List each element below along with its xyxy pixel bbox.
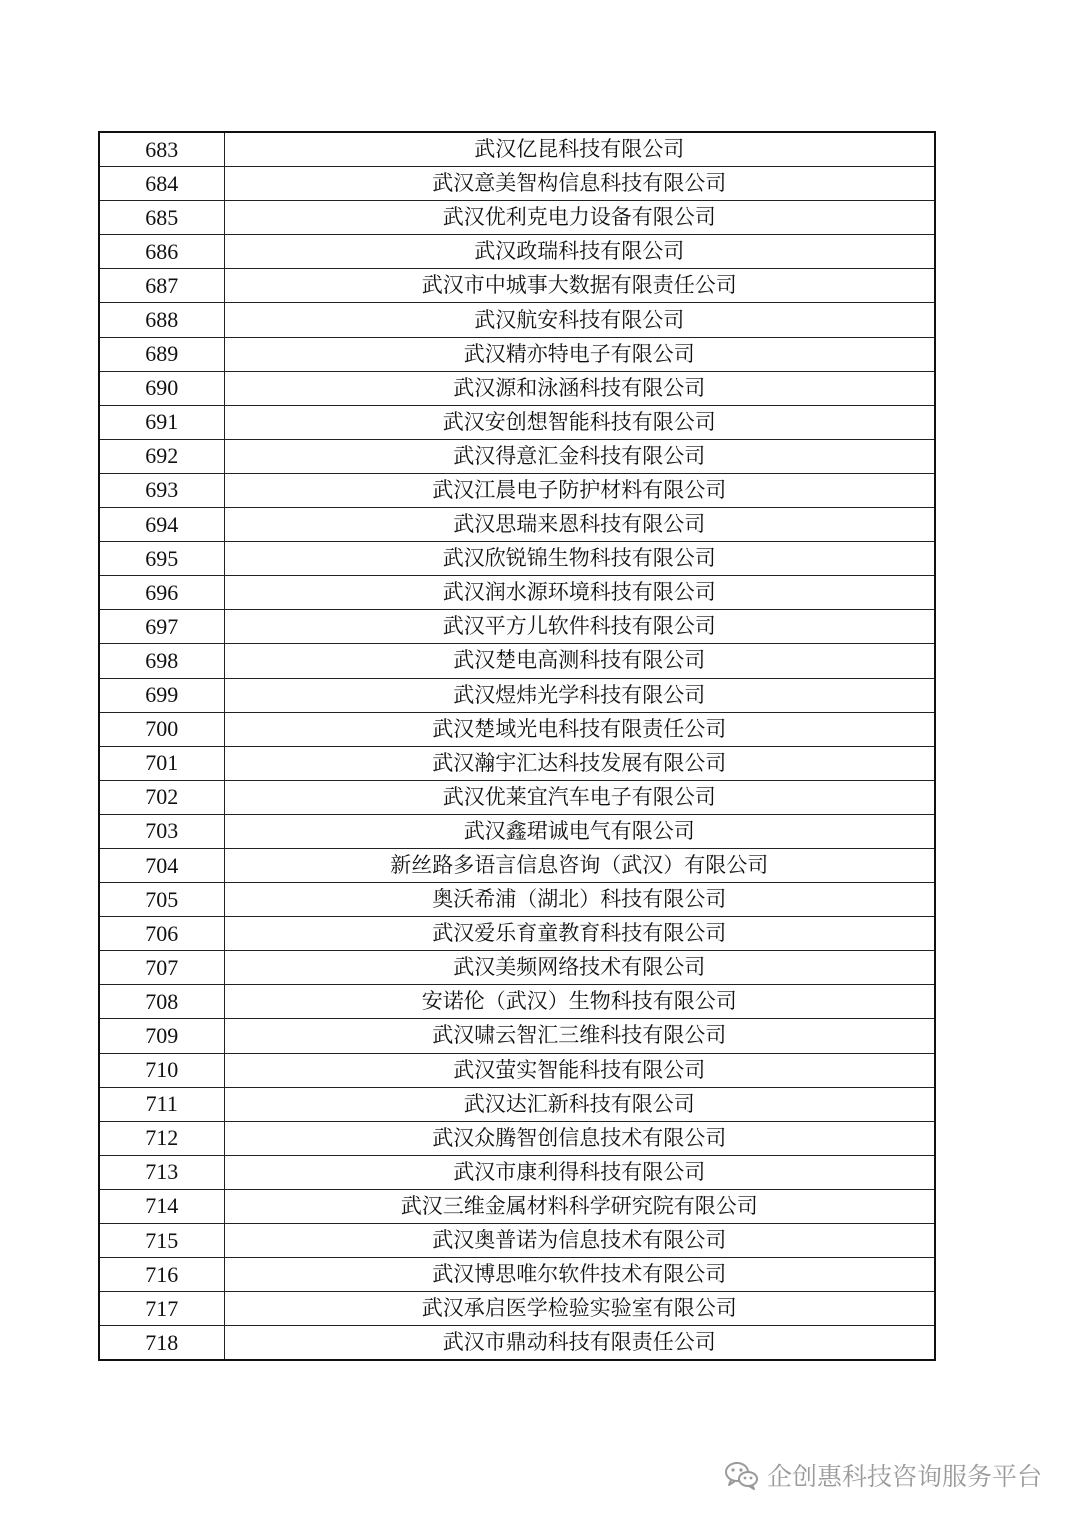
table-row — [99, 1087, 935, 1121]
row-number: 697 — [99, 610, 224, 644]
row-number: 688 — [99, 303, 224, 337]
table-row — [99, 303, 935, 337]
company-name: 武汉达汇新科技有限公司 — [224, 1087, 935, 1121]
company-name: 武汉思瑞来恩科技有限公司 — [224, 508, 935, 542]
table-row — [99, 405, 935, 439]
company-name: 武汉市鼎动科技有限责任公司 — [224, 1326, 935, 1361]
table-row — [99, 132, 935, 167]
table-row — [99, 883, 935, 917]
row-number: 713 — [99, 1155, 224, 1189]
company-name: 武汉亿昆科技有限公司 — [224, 132, 935, 167]
table-row — [99, 712, 935, 746]
watermark — [723, 1457, 1042, 1493]
row-number: 706 — [99, 917, 224, 951]
row-number: 715 — [99, 1224, 224, 1258]
watermark-text: 企创惠科技咨询服务平台 — [766, 1462, 1042, 1491]
table-row — [99, 1292, 935, 1326]
row-number: 707 — [99, 951, 224, 985]
row-number: 689 — [99, 337, 224, 371]
company-name: 新丝路多语言信息咨询（武汉）有限公司 — [224, 848, 935, 882]
table-row — [99, 610, 935, 644]
row-number: 684 — [99, 167, 224, 201]
company-name: 武汉啸云智汇三维科技有限公司 — [224, 1019, 935, 1053]
row-number: 718 — [99, 1326, 224, 1361]
table-row — [99, 678, 935, 712]
table-row — [99, 1258, 935, 1292]
table-row — [99, 235, 935, 269]
company-name: 武汉源和泳涵科技有限公司 — [224, 371, 935, 405]
row-number: 698 — [99, 644, 224, 678]
row-number: 694 — [99, 508, 224, 542]
row-number: 683 — [99, 132, 224, 167]
company-name: 武汉瀚宇汇达科技发展有限公司 — [224, 746, 935, 780]
company-name: 武汉安创想智能科技有限公司 — [224, 405, 935, 439]
company-name: 安诺伦（武汉）生物科技有限公司 — [224, 985, 935, 1019]
company-name: 武汉煜炜光学科技有限公司 — [224, 678, 935, 712]
company-name: 武汉楚域光电科技有限责任公司 — [224, 712, 935, 746]
table-row — [99, 780, 935, 814]
company-name: 武汉精亦特电子有限公司 — [224, 337, 935, 371]
table-row — [99, 542, 935, 576]
company-name: 武汉政瑞科技有限公司 — [224, 235, 935, 269]
row-number: 686 — [99, 235, 224, 269]
table-row — [99, 1053, 935, 1087]
company-list-table — [98, 131, 936, 1361]
company-name: 武汉楚电高测科技有限公司 — [224, 644, 935, 678]
company-name: 武汉承启医学检验实验室有限公司 — [224, 1292, 935, 1326]
table-row — [99, 1019, 935, 1053]
row-number: 711 — [99, 1087, 224, 1121]
row-number: 701 — [99, 746, 224, 780]
table-row — [99, 814, 935, 848]
row-number: 693 — [99, 473, 224, 507]
company-name: 武汉航安科技有限公司 — [224, 303, 935, 337]
row-number: 696 — [99, 576, 224, 610]
row-number: 710 — [99, 1053, 224, 1087]
row-number: 708 — [99, 985, 224, 1019]
table-row — [99, 1224, 935, 1258]
company-name: 武汉市中城事大数据有限责任公司 — [224, 269, 935, 303]
company-name: 武汉萤实智能科技有限公司 — [224, 1053, 935, 1087]
company-name: 武汉三维金属材料科学研究院有限公司 — [224, 1189, 935, 1223]
company-name: 武汉优利克电力设备有限公司 — [224, 201, 935, 235]
row-number: 699 — [99, 678, 224, 712]
table-row — [99, 917, 935, 951]
company-name: 武汉众腾智创信息技术有限公司 — [224, 1121, 935, 1155]
row-number: 690 — [99, 371, 224, 405]
company-name: 武汉美频网络技术有限公司 — [224, 951, 935, 985]
table-row — [99, 1326, 935, 1361]
company-name: 武汉奥普诺为信息技术有限公司 — [224, 1224, 935, 1258]
table-row — [99, 371, 935, 405]
company-name: 奥沃希浦（湖北）科技有限公司 — [224, 883, 935, 917]
row-number: 704 — [99, 848, 224, 882]
row-number: 700 — [99, 712, 224, 746]
company-name: 武汉江晨电子防护材料有限公司 — [224, 473, 935, 507]
row-number: 716 — [99, 1258, 224, 1292]
table-row — [99, 439, 935, 473]
company-name: 武汉平方儿软件科技有限公司 — [224, 610, 935, 644]
table-row — [99, 508, 935, 542]
table-row — [99, 644, 935, 678]
table-row — [99, 985, 935, 1019]
company-name: 武汉博思唯尔软件技术有限公司 — [224, 1258, 935, 1292]
row-number: 691 — [99, 405, 224, 439]
company-name: 武汉得意汇金科技有限公司 — [224, 439, 935, 473]
row-number: 705 — [99, 883, 224, 917]
company-name: 武汉润水源环境科技有限公司 — [224, 576, 935, 610]
row-number: 709 — [99, 1019, 224, 1053]
table-row — [99, 576, 935, 610]
wechat-icon — [723, 1460, 759, 1490]
table-row — [99, 1189, 935, 1223]
company-name: 武汉意美智构信息科技有限公司 — [224, 167, 935, 201]
company-name: 武汉优莱宜汽车电子有限公司 — [224, 780, 935, 814]
company-list-body — [99, 132, 935, 1360]
table-row — [99, 269, 935, 303]
table-row — [99, 1155, 935, 1189]
company-name: 武汉鑫珺诚电气有限公司 — [224, 814, 935, 848]
table-row — [99, 746, 935, 780]
table-row — [99, 473, 935, 507]
table-row — [99, 167, 935, 201]
table-row — [99, 201, 935, 235]
company-name: 武汉爱乐育童教育科技有限公司 — [224, 917, 935, 951]
table-row — [99, 1121, 935, 1155]
row-number: 717 — [99, 1292, 224, 1326]
row-number: 685 — [99, 201, 224, 235]
row-number: 692 — [99, 439, 224, 473]
row-number: 712 — [99, 1121, 224, 1155]
row-number: 703 — [99, 814, 224, 848]
table-row — [99, 337, 935, 371]
table-row — [99, 951, 935, 985]
company-name: 武汉市康利得科技有限公司 — [224, 1155, 935, 1189]
row-number: 687 — [99, 269, 224, 303]
table-row — [99, 848, 935, 882]
row-number: 714 — [99, 1189, 224, 1223]
row-number: 702 — [99, 780, 224, 814]
company-name: 武汉欣锐锦生物科技有限公司 — [224, 542, 935, 576]
row-number: 695 — [99, 542, 224, 576]
